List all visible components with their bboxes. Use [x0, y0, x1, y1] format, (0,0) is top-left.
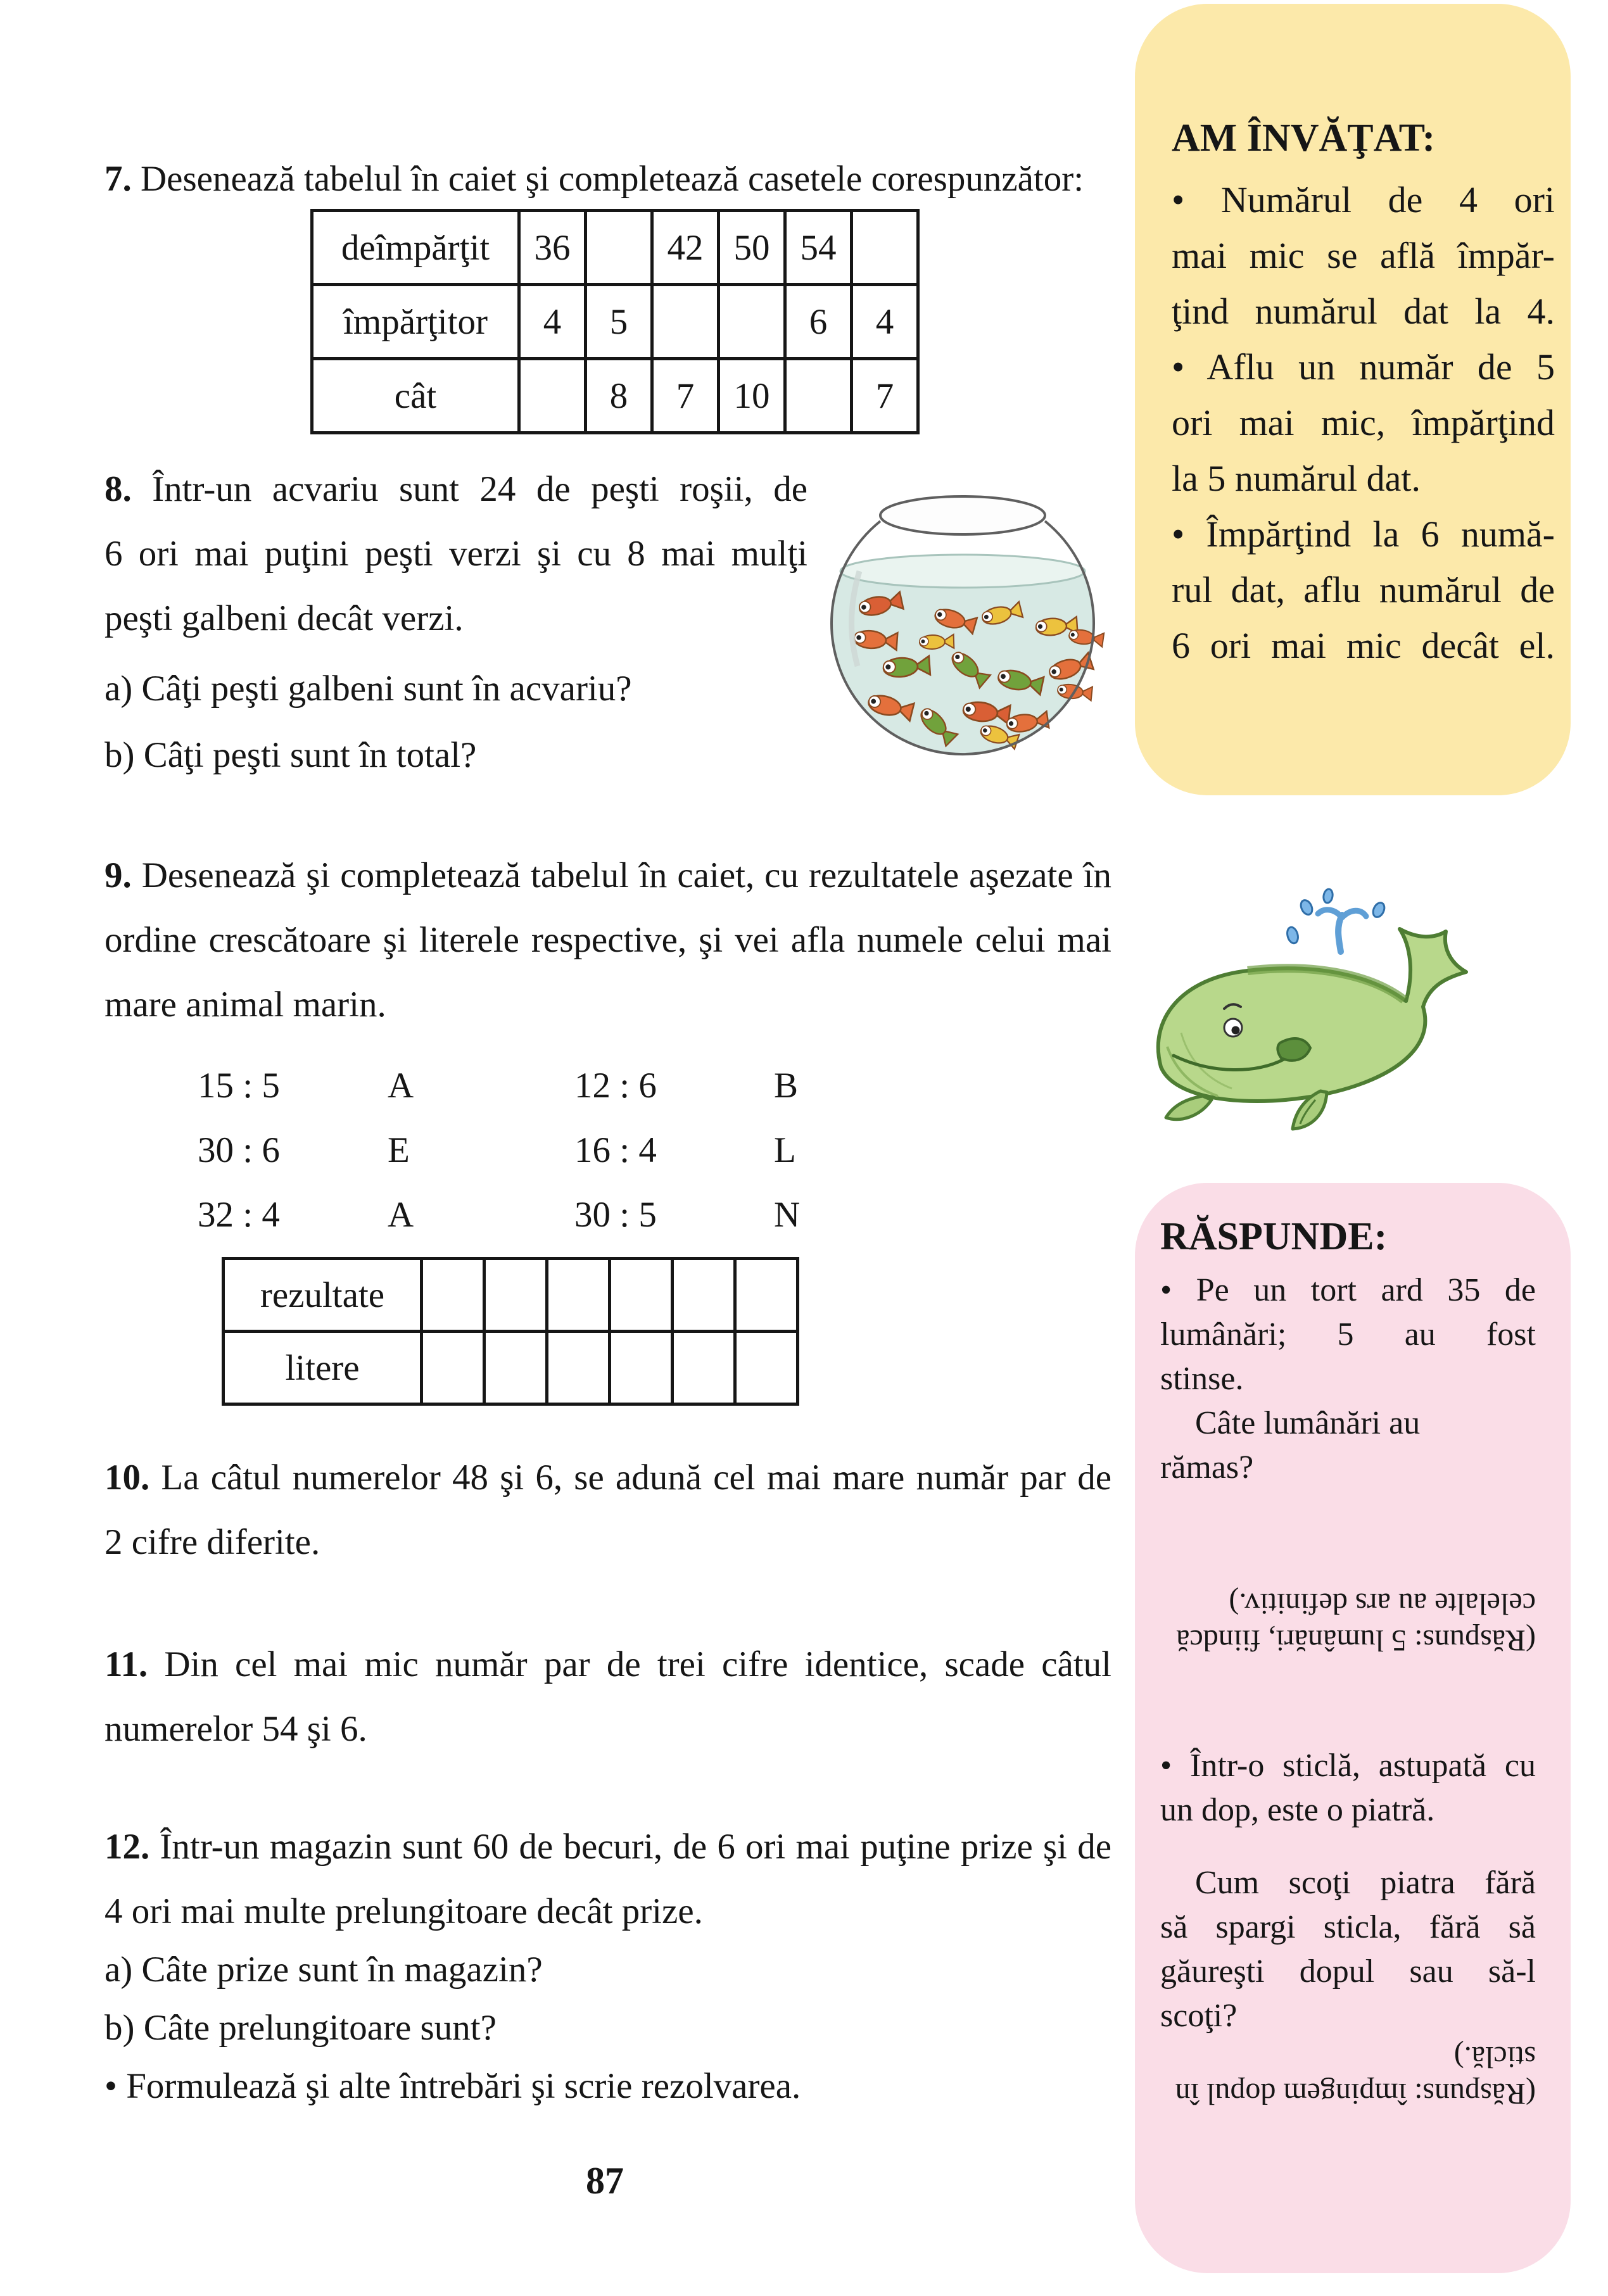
table-cell: 50: [719, 211, 785, 285]
exercise-12-number: 12.: [104, 1827, 150, 1867]
row-label: litere: [224, 1332, 422, 1404]
row-label: deîmpărţit: [312, 211, 519, 285]
text-line: • Numărul de 4 ori: [1172, 179, 1555, 220]
table-cell: [719, 285, 785, 359]
results-letters-table: [222, 1257, 799, 1406]
text-line: • Aflu un număr de 5: [1172, 346, 1555, 388]
learned-box-title: AM ÎNVĂŢAT:: [1172, 117, 1436, 160]
text-line: [104, 843, 1111, 908]
text-line: 4 ori mai multe prelungitoare decât prize.: [104, 1891, 703, 1931]
exercise-8-statement: [104, 457, 807, 651]
fishbowl-illustration: [799, 476, 1125, 761]
table-cell: 42: [652, 211, 719, 285]
empty-cell: [547, 1332, 610, 1404]
text-line: rămas?: [1160, 1449, 1254, 1485]
answer-box-title: RĂSPUNDE:: [1160, 1215, 1388, 1258]
whale-illustration: [1137, 877, 1517, 1143]
text-line: rul dat, aflu numărul de: [1172, 569, 1555, 610]
text-line: [104, 1815, 1111, 1879]
table-cell: [785, 359, 852, 433]
exercise-7-division-table: [310, 209, 920, 434]
answer-box: [1135, 1183, 1571, 2273]
text-line: un dop, este o piatră.: [1160, 1792, 1435, 1828]
text-line: • Împărţind la 6 numă-: [1172, 514, 1555, 555]
text-line: ori mai mic, împărţind: [1172, 402, 1555, 443]
text-line: stinse.: [1160, 1361, 1244, 1397]
text-line: celelalte au ars definitiv.): [1229, 1587, 1536, 1620]
empty-cell: [735, 1332, 798, 1404]
table-row: [224, 1332, 798, 1404]
exercise-10-statement: [104, 1446, 1111, 1575]
exercise-11-number: 11.: [104, 1644, 148, 1684]
table-cell: 36: [519, 211, 586, 285]
text-fragment: Din cel mai mic număr par de trei cifre identice, scade câtul: [164, 1644, 1112, 1684]
division-expression: 30 : 5: [574, 1195, 657, 1235]
text-line: [104, 1446, 1111, 1510]
division-expression: 30 : 6: [198, 1130, 280, 1170]
exercise-10-number: 10.: [104, 1458, 150, 1498]
text-line: mare animal marin.: [104, 985, 386, 1025]
text-line: scoţi?: [1160, 1998, 1238, 2034]
text-fragment: La câtul numerelor 48 şi 6, se adună cel mai mare număr par de: [161, 1458, 1112, 1498]
exercise-7-number: 7.: [104, 159, 132, 199]
exercise-7-text: Desenează tabelul în caiet şi completează casetele corespunzător:: [141, 159, 1084, 199]
division-expression: 12 : 6: [574, 1066, 657, 1106]
text-line: 6 ori mai puţini peşti verzi şi cu 8 mai mulţi: [104, 534, 807, 574]
division-expression: 16 : 4: [574, 1130, 657, 1170]
exercise-9-statement: [104, 843, 1111, 1037]
table-row: [224, 1259, 798, 1332]
table-row: [312, 285, 918, 359]
text-line: [104, 457, 807, 522]
text-fragment: Într-un acvariu sunt 24 de peşti roşii, de: [152, 469, 808, 509]
division-letter-list: [198, 1065, 831, 1259]
table-cell: 54: [785, 211, 852, 285]
empty-cell: [735, 1259, 798, 1332]
empty-cell: [673, 1259, 735, 1332]
row-label: cât: [312, 359, 519, 433]
text-line: (Răspuns: împingem dopul în: [1175, 2077, 1536, 2110]
text-line: 2 cifre diferite.: [104, 1522, 320, 1562]
text-line: lumânări; 5 au fost: [1160, 1316, 1536, 1353]
text-line: peşti galbeni decât verzi.: [104, 598, 464, 638]
learned-box: [1135, 4, 1571, 795]
exercise-12-question-b: b) Câte prelungitoare sunt?: [104, 2008, 497, 2048]
empty-cell: [484, 1259, 547, 1332]
text-line: ţind numărul dat la 4.: [1172, 291, 1555, 332]
exercise-12-question-a: a) Câte prize sunt în magazin?: [104, 1950, 543, 1990]
empty-cell: [673, 1332, 735, 1404]
text-line: mai mic se află împăr-: [1172, 235, 1555, 276]
table-cell: 7: [852, 359, 918, 433]
division-letter: N: [774, 1195, 801, 1235]
division-letter: B: [774, 1066, 799, 1106]
text-line: • Pe un tort ard 35 de: [1160, 1272, 1536, 1308]
table-cell: [519, 359, 586, 433]
exercise-12-statement: [104, 1815, 1111, 1944]
exercise-12-extra-task: • Formulează şi alte întrebări şi scrie rezolvarea.: [104, 2066, 801, 2106]
table-cell: 10: [719, 359, 785, 433]
exercise-11-statement: [104, 1632, 1111, 1762]
table-cell: 7: [652, 359, 719, 433]
text-fragment: Într-un magazin sunt 60 de becuri, de 6 ori mai puţine prize şi de: [160, 1827, 1111, 1867]
empty-cell: [610, 1332, 673, 1404]
text-line: ordine crescătoare şi literele respective, şi vei afla numele celui mai: [104, 920, 1111, 960]
exercise-9-number: 9.: [104, 855, 132, 895]
empty-cell: [610, 1259, 673, 1332]
text-line: găureşti dopul sau să-l: [1160, 1953, 1536, 1990]
division-expression: 32 : 4: [198, 1195, 280, 1235]
empty-cell: [484, 1332, 547, 1404]
text-line: Cum scoţi piatra fără: [1195, 1865, 1536, 1901]
text-line: 6 ori mai mic decât el.: [1172, 625, 1555, 666]
exercise-8-question-a: a) Câţi peşti galbeni sunt în acvariu?: [104, 669, 632, 709]
table-cell: 4: [852, 285, 918, 359]
text-line: să spargi sticla, fără să: [1160, 1909, 1536, 1945]
exercise-8-number: 8.: [104, 469, 132, 509]
table-cell: 6: [785, 285, 852, 359]
table-cell: [852, 211, 918, 285]
empty-cell: [547, 1259, 610, 1332]
page-number: 87: [586, 2160, 624, 2202]
text-fragment: Desenează şi completează tabelul în caiet, cu rezultatele aşezate în: [141, 855, 1111, 895]
table-cell: 8: [586, 359, 652, 433]
table-cell: [586, 211, 652, 285]
text-line: numerelor 54 şi 6.: [104, 1709, 367, 1749]
division-letter: A: [388, 1195, 414, 1235]
text-line: • Într-o sticlă, astupată cu: [1160, 1748, 1536, 1784]
text-line: Câte lumânări au: [1195, 1405, 1421, 1441]
table-cell: 5: [586, 285, 652, 359]
empty-cell: [422, 1332, 484, 1404]
table-cell: 4: [519, 285, 586, 359]
text-line: la 5 numărul dat.: [1172, 458, 1421, 499]
row-label: împărţitor: [312, 285, 519, 359]
text-line: (Răspuns: 5 lumânări, fiindcă: [1176, 1624, 1536, 1657]
division-letter: E: [388, 1130, 410, 1170]
text-line: sticlă.): [1453, 2040, 1536, 2074]
division-expression: 15 : 5: [198, 1066, 280, 1106]
upside-down-answer-1: [1160, 1585, 1536, 1658]
exercise-8-question-b: b) Câţi peşti sunt în total?: [104, 735, 477, 775]
empty-cell: [422, 1259, 484, 1332]
exercise-7-intro: [104, 147, 1118, 211]
division-letter: L: [774, 1130, 796, 1170]
table-cell: [652, 285, 719, 359]
division-letter: A: [388, 1066, 414, 1106]
upside-down-answer-2: [1160, 2038, 1536, 2112]
table-row: [312, 211, 918, 285]
row-label: rezultate: [224, 1259, 422, 1332]
table-row: [312, 359, 918, 433]
text-line: [104, 1632, 1111, 1697]
